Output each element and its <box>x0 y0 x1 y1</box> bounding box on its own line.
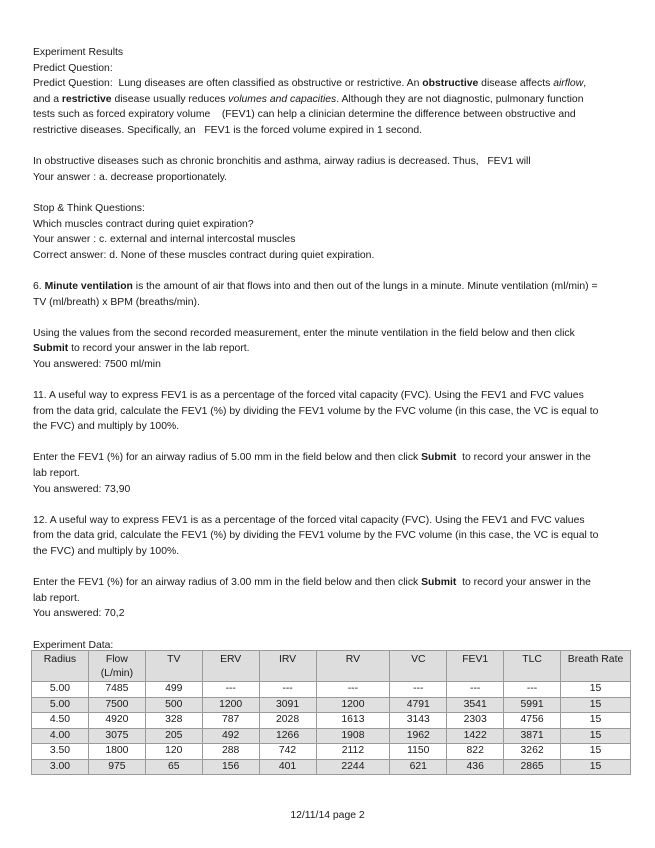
table-cell: 4756 <box>504 713 561 729</box>
restrictive-term: restrictive <box>61 93 112 105</box>
table-cell: 7485 <box>88 682 145 698</box>
results-title: Experiment Results <box>33 47 124 58</box>
minute-ventilation-term: Minute ventilation <box>44 280 133 292</box>
table-cell: 4791 <box>390 697 447 713</box>
table-cell: 787 <box>202 713 259 729</box>
document-body <box>33 45 625 653</box>
table-cell: 1200 <box>316 697 390 713</box>
table-row <box>32 759 631 775</box>
table-cell: 1613 <box>316 713 390 729</box>
header-tv: TV <box>145 651 202 682</box>
table-cell: 15 <box>561 728 631 744</box>
table-cell: --- <box>316 682 390 698</box>
table-row <box>32 713 631 729</box>
table-cell: 3.50 <box>32 744 89 760</box>
header-vc: VC <box>390 651 447 682</box>
table-row <box>32 697 631 713</box>
table-cell: 499 <box>145 682 202 698</box>
table-cell: 2244 <box>316 759 390 775</box>
question-11: 11. A useful way to express FEV1 is as a percentage of the forced vital capacity (FVC). Using the FEV1 and FVC values from the data grid, calculate the FEV1 (%) by dividing the FEV1 volume by the FVC volume (in this case, the VC is equal to the FVC) and multiply by 100%. <box>33 390 599 433</box>
header-flow: Flow (L/min) <box>88 651 145 682</box>
question-6-instructions: Using the values from the second recorded measurement, enter the minute ventilation in the field below and then click Submit to record your answer in the lab report. You answered: 7500 ml/min <box>33 326 625 373</box>
table-row <box>32 744 631 760</box>
table-cell: 288 <box>202 744 259 760</box>
table-cell: 4920 <box>88 713 145 729</box>
table-cell: 120 <box>145 744 202 760</box>
table-cell: 4.50 <box>32 713 89 729</box>
table-cell: 3541 <box>447 697 504 713</box>
table-row <box>32 728 631 744</box>
table-cell: 1200 <box>202 697 259 713</box>
submit-label: Submit <box>421 577 457 589</box>
obstructive-question: In obstructive diseases such as chronic bronchitis and asthma, airway radius is decreased. Thus, FEV1 will Your answer : a. decrease proportionately. <box>33 154 625 185</box>
question-12-answer: You answered: 70,2 <box>33 608 125 620</box>
table-cell: 3262 <box>504 744 561 760</box>
header-breath-rate: Breath Rate <box>561 651 631 682</box>
table-cell: 156 <box>202 759 259 775</box>
table-cell: 65 <box>145 759 202 775</box>
table-cell: 1908 <box>316 728 390 744</box>
question-11-instructions: Enter the FEV1 (%) for an airway radius of 5.00 mm in the field below and then click Submit to record your answer in the lab report. You answered: 73,90 <box>33 450 625 497</box>
table-cell: 3871 <box>504 728 561 744</box>
table-cell: 4.00 <box>32 728 89 744</box>
table-cell: 205 <box>145 728 202 744</box>
question-6: 6. Minute ventilation is the amount of air that flows into and then out of the lungs in a minute. Minute ventilation (ml/min) = TV (ml/breath) x BPM (breaths/min). <box>33 280 598 308</box>
question-12-instructions: Enter the FEV1 (%) for an airway radius of 3.00 mm in the field below and then click Submit to record your answer in the lab report. You answered: 70,2 <box>33 575 625 622</box>
submit-label: Submit <box>33 343 69 355</box>
table-cell: 15 <box>561 682 631 698</box>
table-cell: 328 <box>145 713 202 729</box>
page-footer: 12/11/14 page 2 <box>290 810 365 821</box>
submit-label: Submit <box>421 452 457 464</box>
experiment-data-title: Experiment Data: <box>33 639 114 651</box>
table-cell: 1962 <box>390 728 447 744</box>
table-cell: 2865 <box>504 759 561 775</box>
table-cell: 3143 <box>390 713 447 729</box>
header-radius: Radius <box>32 651 89 682</box>
table-cell: 2112 <box>316 744 390 760</box>
table-cell: 15 <box>561 744 631 760</box>
table-cell: 15 <box>561 713 631 729</box>
question-12: 12. A useful way to express FEV1 is as a percentage of the forced vital capacity (FVC). Using the FEV1 and FVC values from the data grid, calculate the FEV1 (%) by dividing the FEV1 volume by the FVC volume (in this case, the VC is equal to the FVC) and multiply by 100%. <box>33 514 599 557</box>
table-cell: --- <box>202 682 259 698</box>
table-cell: 3091 <box>259 697 316 713</box>
table-cell: 3075 <box>88 728 145 744</box>
header-erv: ERV <box>202 651 259 682</box>
table-cell: 15 <box>561 759 631 775</box>
table-cell: 2303 <box>447 713 504 729</box>
volumes-term: volumes and capacities <box>228 93 337 105</box>
table-cell: 742 <box>259 744 316 760</box>
question-11-answer: You answered: 73,90 <box>33 483 131 495</box>
table-cell: 621 <box>390 759 447 775</box>
table-cell: 5.00 <box>32 697 89 713</box>
table-cell: 401 <box>259 759 316 775</box>
stop-think-section: Stop & Think Questions: Which muscles contract during quiet expiration? Your answer : c. external and internal intercostal muscles Correct answer: d. None of these muscles contract during quiet expiration. <box>33 201 625 263</box>
table-cell: 15 <box>561 697 631 713</box>
table-cell: 2028 <box>259 713 316 729</box>
predict-heading: Predict Question: <box>33 62 113 74</box>
table-cell: 5.00 <box>32 682 89 698</box>
table-cell: 975 <box>88 759 145 775</box>
stop-think-correct-answer: Correct answer: d. None of these muscles contract during quiet expiration. <box>33 249 375 261</box>
table-cell: --- <box>447 682 504 698</box>
table-cell: 500 <box>145 697 202 713</box>
table-cell: 1422 <box>447 728 504 744</box>
question-6-answer: You answered: 7500 ml/min <box>33 358 161 370</box>
table-cell: 3.00 <box>32 759 89 775</box>
airflow-term: airflow <box>553 78 584 90</box>
table-cell: 436 <box>447 759 504 775</box>
table-header-row <box>32 651 631 682</box>
table-cell: --- <box>504 682 561 698</box>
table-cell: --- <box>390 682 447 698</box>
header-fev1: FEV1 <box>447 651 504 682</box>
stop-think-your-answer: Your answer : c. external and internal intercostal muscles <box>33 234 296 246</box>
table-cell: 822 <box>447 744 504 760</box>
table-cell: 1150 <box>390 744 447 760</box>
experiment-data-table <box>31 650 631 775</box>
table-cell: 492 <box>202 728 259 744</box>
obstructive-term: obstructive <box>422 78 479 90</box>
predict-paragraph: Predict Question: Lung diseases are often classified as obstructive or restrictive. An obstructive disease affects airflow, and a restrictive disease usually reduces volumes and capacities. Although they are not diagnostic, pulmonary function tests such as forced expiratory volume (FEV1) can help a clinician determine the difference between obstructive and restrictive diseases. Specifically, an FEV1 is the forced volume expired in 1 second. <box>33 78 587 136</box>
header-irv: IRV <box>259 651 316 682</box>
table-cell: 1266 <box>259 728 316 744</box>
header-rv: RV <box>316 651 390 682</box>
header-tlc: TLC <box>504 651 561 682</box>
table-cell: 1800 <box>88 744 145 760</box>
table-cell: 5991 <box>504 697 561 713</box>
table-cell: 7500 <box>88 697 145 713</box>
obstructive-answer: Your answer : a. decrease proportionately. <box>33 171 228 183</box>
table-row <box>32 682 631 698</box>
table-cell: --- <box>259 682 316 698</box>
